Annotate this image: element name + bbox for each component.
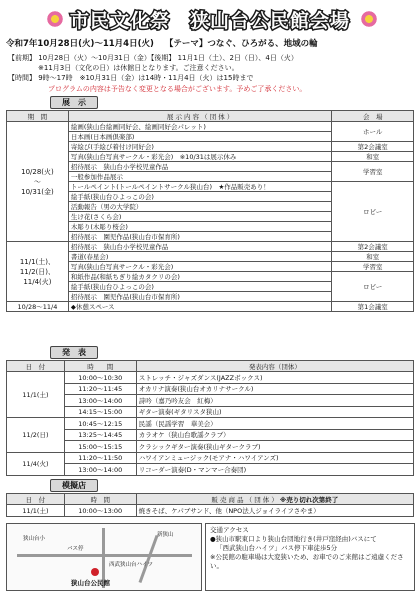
map-landmark: バス停: [67, 546, 84, 552]
program-cell: ストレッチ・ジャズダンス(JAZZボックス): [136, 372, 413, 384]
table-row: 写真(狭山台写真サークル・彩光会): [68, 262, 332, 272]
map-landmark: 新狭山: [157, 532, 174, 538]
period-line: 令和7年10月28日(火)～11月4日(火) 【テーマ】つなぐ、ひろがる、地域の輪: [6, 39, 318, 49]
venue-cell: 学習室: [332, 262, 414, 272]
venue-cell: 和室: [332, 252, 414, 262]
table-row: 書道(春星会): [68, 252, 332, 262]
col-header-program: 発表内容（団体）: [136, 361, 413, 372]
venue-cell: ロビー: [332, 182, 414, 242]
time-cell: 13:00～14:00: [64, 464, 136, 476]
table-row: 絵画(狭山台絵画同好会、絵画同好会パレット): [68, 122, 332, 132]
time-cell: 13:25～14:45: [64, 429, 136, 441]
venue-cell: 第2会議室: [332, 242, 414, 252]
program-cell: リコーダー演奏(D・マンマー合奏団): [136, 464, 413, 476]
table-row: 日本画(日本画倶楽部): [68, 132, 332, 142]
page-title: 市民文化祭 狭山台公民館会場: [69, 10, 350, 32]
col-header-date: 日 付: [7, 361, 65, 372]
col-header-time: 時 間: [64, 361, 136, 372]
time-cell: 13:00～14:00: [64, 395, 136, 407]
performance-table: [6, 360, 414, 476]
venue-cell: 和室: [332, 152, 414, 162]
table-row: 活動報告（男の大学院）: [68, 202, 332, 212]
col-header-date: 日 付: [7, 494, 65, 505]
program-cell: 詩吟（嘉乃吟友会 紅梅）: [136, 395, 413, 407]
access-line: ●狭山市駅東口より狭山台団地行き(井戸窪経由)バスにて: [210, 535, 377, 543]
table-row: 絵手紙(狭山台ひよっこの会): [68, 282, 332, 292]
table-row: 生け花(さくら会): [68, 212, 332, 222]
table-row: トールペイント(トールペイントサークル狭山台) ★作品販売あり！: [68, 182, 332, 192]
table-row: 招待展示 狭山台小学校児童作品: [68, 162, 332, 172]
info-line-2: ※11月3日（文化の日）は休館日となります。ご注意ください。: [38, 64, 239, 72]
time-cell: 11:20～11:50: [64, 452, 136, 464]
table-row: 木彫り(木彫り桜会): [68, 222, 332, 232]
program-cell: クラシックギター演奏(狭山ギタークラブ): [136, 441, 413, 453]
program-cell: オカリナ演奏(狭山台オカリナサークル): [136, 383, 413, 395]
venue-cell: 第1会議室: [332, 302, 414, 312]
time-cell: 11:20～11:45: [64, 383, 136, 395]
period-cell: 10/28(火) ～ 10/31(金): [7, 122, 69, 242]
section-shop: 模擬店: [50, 479, 98, 492]
time-cell: 15:00～15:15: [64, 441, 136, 453]
col-header-period: 期 間: [7, 111, 69, 122]
table-row: ◆休憩スペース: [68, 302, 332, 312]
date-cell: 11/4(火): [7, 452, 65, 475]
venue-cell: 学習室: [332, 162, 414, 182]
program-cell: ハワイアンミュージック(モアナ・ハワイアンズ): [136, 452, 413, 464]
access-info: [205, 523, 415, 591]
shop-table: [6, 493, 414, 517]
table-row: 寄絵び(手絵び着付け同好会): [68, 142, 332, 152]
time-cell: 10:45～12:15: [64, 418, 136, 430]
table-row: 写真(狭山台写真サークル・彩光会) ※10/31は展示休み: [68, 152, 332, 162]
section-exhibit: 展 示: [50, 96, 98, 109]
table-row: 招待展示 園児作品(狭山台市保育所): [68, 232, 332, 242]
goods-cell: 焼きそば、ケパブサンド、他（NPO法人ジョイライフさやま）: [136, 505, 413, 517]
venue-cell: ロビー: [332, 272, 414, 302]
time-cell: 10:00～10:30: [64, 372, 136, 384]
col-header-goods: 販 売 商 品 （ 団 体 ） ※売り切れ次第終了: [136, 494, 413, 505]
date-cell: 11/2(日): [7, 418, 65, 453]
venue-cell: 第2会議室: [332, 142, 414, 152]
table-row: 招待展示 園児作品(狭山台市保育所): [68, 292, 332, 302]
date-cell: 11/1(土): [7, 505, 65, 517]
table-row: 一般参加作品展示: [68, 172, 332, 182]
program-cell: 民謡（民謡学習 華美会）: [136, 418, 413, 430]
sold-out-note: ※売り切れ次第終了: [279, 495, 339, 504]
time-cell: 10:00～13:00: [64, 505, 136, 517]
col-header-content: 展 示 内 容 （ 団 体 ）: [68, 111, 332, 122]
section-performance: 発 表: [50, 346, 98, 359]
venue-cell: ホール: [332, 122, 414, 142]
map-pin-icon: [91, 568, 99, 576]
map-venue-label: 狭山台公民館: [71, 579, 110, 587]
access-line: ※公民館の駐車場は大変狭いため、お車でのご来館はご遠慮ください。: [210, 553, 404, 570]
table-row: 招待展示 狭山台小学校児童作品: [68, 242, 332, 252]
access-title: 交通アクセス: [210, 526, 249, 534]
period-cell: 11/1(土)、 11/2(日)、 11/4(火): [7, 242, 69, 302]
program-cell: ギター演奏(ギタリスタ狭山): [136, 406, 413, 418]
table-row: 和紙作品(和紙ちぎり絵カタクリの会): [68, 272, 332, 282]
info-line-1: 【前期】 10月28日（火）～10月31日（金）【後期】 11月1日（土）、2日（日）、4日（火）: [8, 54, 298, 62]
time-cell: 14:15～15:00: [64, 406, 136, 418]
map-landmark: 西武狭山台ハイツ: [109, 562, 154, 568]
program-cell: カラオケ（狭山台歌謡クラブ）: [136, 429, 413, 441]
access-line: 「西武狭山台ハイツ」バス停下車徒歩5分: [216, 544, 338, 552]
info-line-3: 【時間】 9時～17時 ※10月31日（金）は14時・11月4日（火）は15時まで: [8, 74, 254, 82]
exhibit-table: [6, 110, 414, 312]
map-landmark: 狭山台小: [23, 536, 46, 542]
table-row: 絵手紙(狭山台ひよっこの会): [68, 192, 332, 202]
access-map: [6, 523, 202, 591]
period-cell: 10/28～11/4: [7, 302, 69, 312]
notice-text: プログラムの内容は予告なく変更となる場合がございます。予めご了承ください。: [48, 85, 307, 93]
col-header-venue: 会 場: [332, 111, 414, 122]
col-header-time: 時 間: [64, 494, 136, 505]
date-cell: 11/1(土): [7, 372, 65, 418]
